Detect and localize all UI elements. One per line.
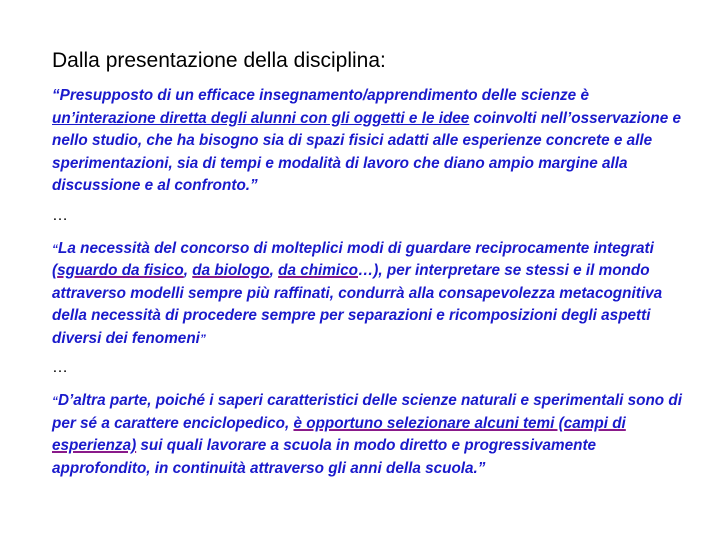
paragraph-1-intro: Presupposto di un efficace insegnamento/apprendimento delle scienze è [59,87,589,105]
paragraph-1-highlight: un’interazione diretta degli alunni con gli oggetti e le idee [52,109,470,127]
paragraph-3-highlight: è opportuno selezionare alcuni temi (campi di esperienza) [52,414,626,455]
highlight-biologo: da biologo [192,262,270,280]
paragraph-2-intro: La necessità del concorso di molteplici modi di guardare reciprocamente integrati ( [52,239,654,280]
open-quote: “ [52,87,60,105]
open-quote: “ [52,241,58,256]
separator: , [269,262,279,280]
ellipsis-2: … [52,359,68,377]
paragraph-3-rest: sui quali lavorare a scuola in modo diretto e progressivamente approfondito, in continuità attraverso gli anni della scuola.” [52,437,597,477]
paragraph-1-rest: coinvolti nell’osservazione e nello studio, che ha bisogno sia di spazi fisici adatti alle esperienze concrete e alle sperimentazioni, sia di tempi e modalità di lavoro che diano ampio margine alla discussione e al confronto.” [52,109,681,195]
ellipsis-1: … [52,206,68,224]
slide-title: Dalla presentazione della disciplina: [52,49,386,72]
open-quote: “ [52,394,58,409]
paragraph-2-rest: …), per interpretare se stessi e il mondo attraverso modelli sempre più raffinati, condurrà alla consapevolezza metacognitiva della necessità di procedere sempre per separazioni e ricomposizioni degli aspetti diversi dei fenomeni [52,262,663,347]
slide-content [52,48,692,480]
close-quote: ” [199,331,206,346]
quote-paragraph-3 [52,390,692,480]
quote-paragraph-2 [52,238,692,351]
separator: , [183,262,193,280]
highlight-fisico: sguardo da fisico [57,262,184,280]
quote-paragraph-1 [52,85,692,198]
paragraph-3-intro: D’altra parte, poiché i saperi caratteristici delle scienze naturali e sperimentali sono di per sé a carattere enciclopedico, [52,392,682,432]
highlight-chimico: da chimico [278,262,358,280]
